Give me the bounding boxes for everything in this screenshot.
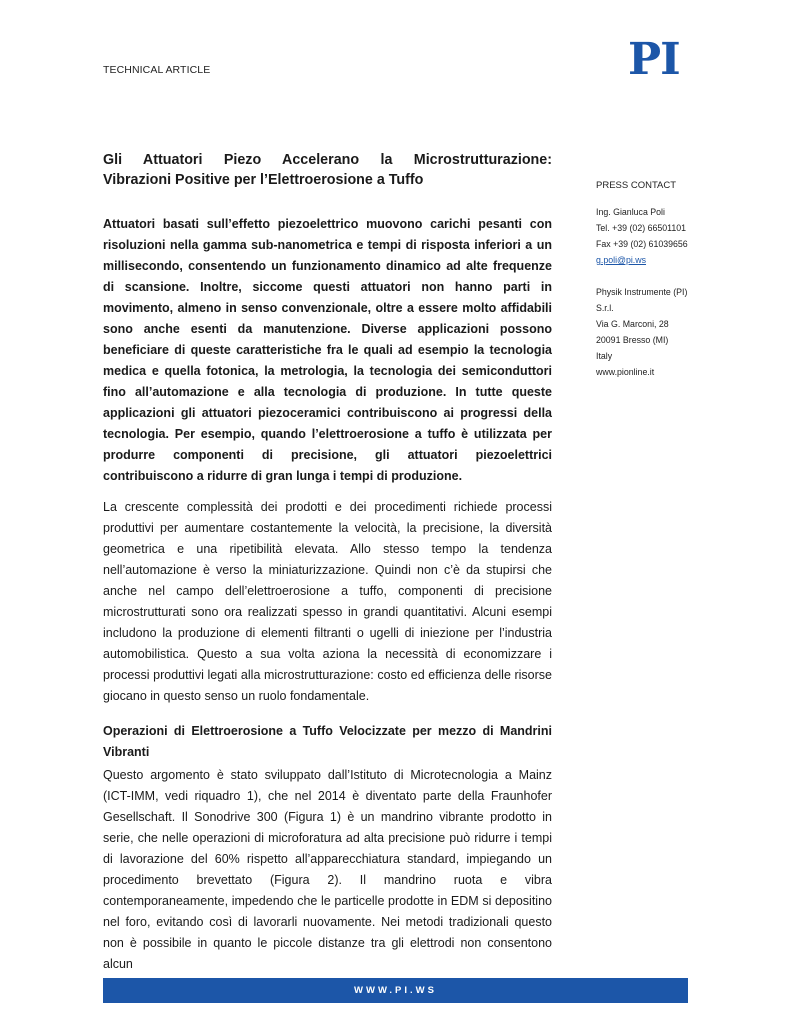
company-city: 20091 Bresso (MI) bbox=[596, 335, 669, 345]
article-body bbox=[103, 150, 552, 985]
contact-name: Ing. Gianluca Poli bbox=[596, 207, 665, 217]
footer-url-bar bbox=[103, 978, 688, 1003]
press-contact-heading: PRESS CONTACT bbox=[596, 180, 677, 191]
article-paragraph-2: Questo argomento è stato sviluppato dall’Istituto di Microtecnologia a Mainz (ICT-IMM, vedi riquadro 1), che nel 2014 è diventato parte della Fraunhofer Gesellschaft. Il Sonodrive 300 (Figura 1) è un mandrino vibrante prodotto in serie, che nelle operazioni di microforatura ad alta precisione può ridurre i tempi di lavorazione del 60% rispetto all’apparecchiatura standard, impiegando un procedimento brevettato (Figura 2). Il mandrino ruota e vibra contemporaneamente, impedendo che le particelle prodotte in EDM si depositino nel foro, evitando così di lavorarli nuovamente. Nei metodi tradizionali questo non è possibile in quanto le piccole distanze tra gli elettrodi non consentono alcun bbox=[103, 768, 552, 971]
press-contact-panel bbox=[596, 178, 726, 380]
footer-url: WWW.PI.WS bbox=[354, 985, 437, 996]
article-lead-paragraph: Attuatori basati sull’effetto piezoelettrico muovono carichi pesanti con risoluzioni nella gamma sub-nanometrica e tempi di risposta inferiori a un millisecondo, consentendo un funzionamento dinamico ad alte frequenze di scansione. Inoltre, siccome questi attuatori non hanno parti in movimento, almeno in senso convenzionale, oltre a essere molto affidabili sono anche esenti da manutenzione. Diverse applicazioni possono beneficiare di queste caratteristiche fra le quali ad esempio la tecnologia medica e quella fotonica, la metrologia, la tecnologia dei semiconduttori fino all’automazione e alla tecnologia di produzione. In tutte queste applicazioni gli attuatori piezoceramici contribuiscono ai progressi della tecnologia. Per esempio, quando l’elettroerosione a tuffo è utilizzata per produrre componenti di precisione, gli attuatori piezoelettrici contribuiscono a ridurre di gran lunga i tempi di produzione. bbox=[103, 217, 552, 483]
article-paragraph-1: La crescente complessità dei prodotti e dei procedimenti richiede processi produttivi per aumentare costantemente la velocità, la precisione, la diversità geometrica e una ripetibilità elevata. Allo stesso tempo la tendenza nell’automazione è verso la miniaturizzazione. Quindi non c’è da stupirsi che anche nel campo dell’elettroerosione a tuffo, componenti di precisione microstrutturati sono ora realizzati spesso in grandi quantitativi. Alcuni esempi includono la produzione di elementi filtranti o ugelli di iniezione per l’industria automobilistica. Questo a sua volta aziona la necessità di economizzare i processi produttivi legati alla microstrutturazione: costo ed efficienza delle risorse giocano in questo senso un ruolo fondamentale. bbox=[103, 500, 552, 703]
article-title-line-2: Vibrazioni Positive per l’Elettroerosione a Tuffo bbox=[103, 172, 424, 188]
company-name-line-2: S.r.l. bbox=[596, 303, 614, 313]
contact-phone: Tel. +39 (02) 66501101 bbox=[596, 223, 687, 233]
article-subheading: Operazioni di Elettroerosione a Tuffo Velocizzate per mezzo di Mandrini Vibranti bbox=[103, 724, 552, 759]
contact-fax: Fax +39 (02) 61039656 bbox=[596, 239, 688, 249]
company-website: www.pionline.it bbox=[596, 367, 655, 377]
contact-email-link[interactable]: g.poli@pi.ws bbox=[596, 255, 647, 265]
company-street: Via G. Marconi, 28 bbox=[596, 319, 669, 329]
document-category-label: TECHNICAL ARTICLE bbox=[103, 64, 211, 76]
company-name-line-1: Physik Instrumente (PI) bbox=[596, 287, 688, 297]
article-title-line-1: Gli Attuatori Piezo Accelerano la Microstrutturazione: bbox=[103, 152, 552, 168]
company-country: Italy bbox=[596, 351, 613, 361]
pi-logo: PI bbox=[628, 34, 680, 85]
article-title bbox=[103, 150, 552, 190]
